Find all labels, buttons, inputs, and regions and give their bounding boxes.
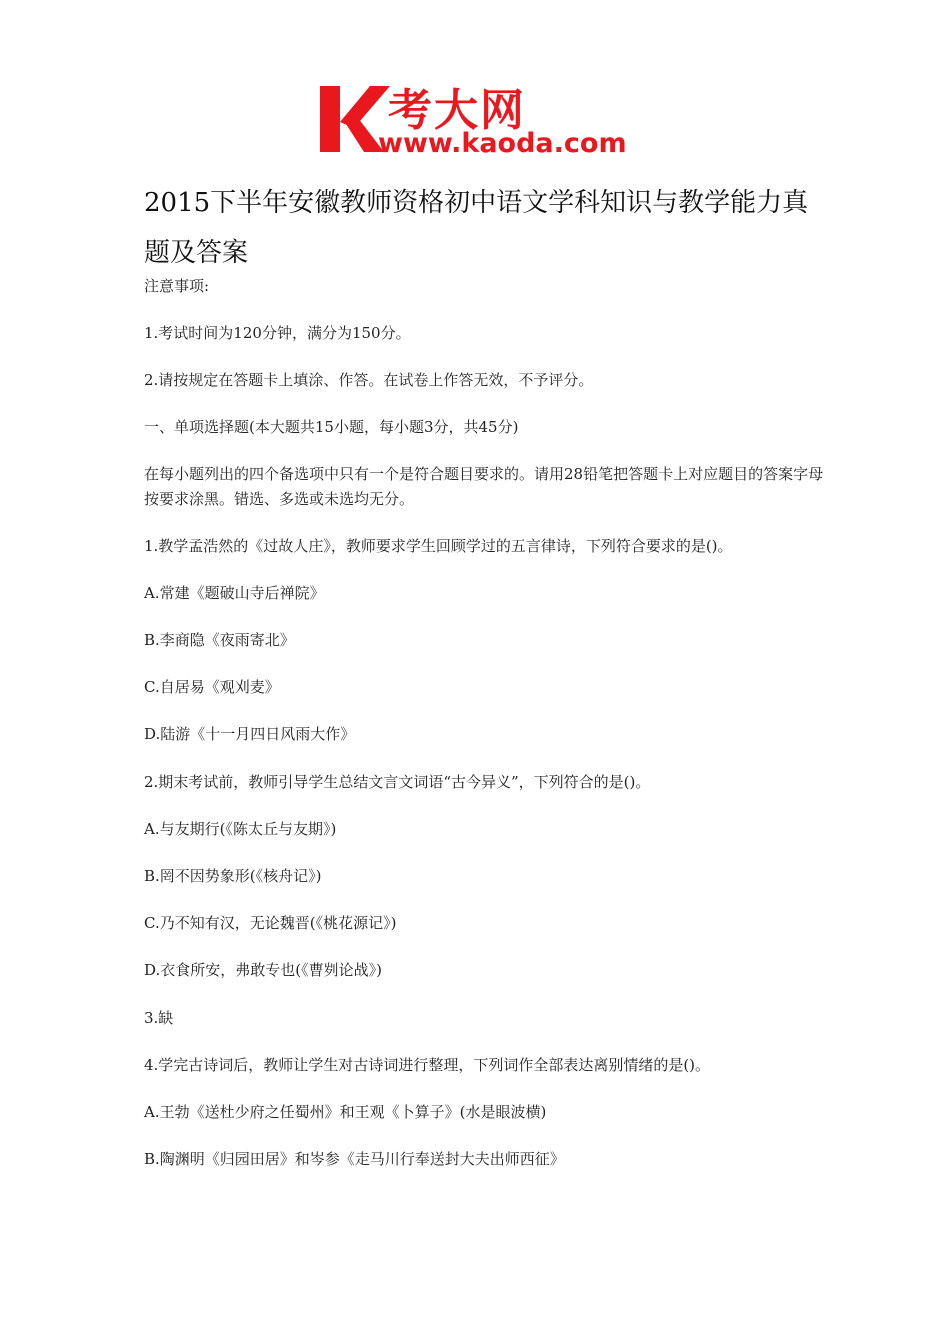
question-2-option-a: A.与友期行(《陈太丘与友期》) [144,820,337,838]
notice-heading: 注意事项: [144,277,210,295]
question-2-option-d: D.衣食所安，弗敢专也(《曹刿论战》) [144,961,382,979]
kaoda-logo [318,80,638,160]
question-1-option-c: C.自居易《观刈麦》 [144,678,280,696]
question-1-option-a: A.常建《题破山寺后禅院》 [144,584,325,602]
question-1-option-b: B.李商隐《夜雨寄北》 [144,631,295,649]
question-2-option-b: B.罔不因势象形(《核舟记》) [144,867,322,885]
section-heading: 一、单项选择题(本大题共15小题，每小题3分，共45分) [144,418,519,436]
notice-item-1: 1.考试时间为120分钟，满分为150分。 [144,324,411,342]
question-1-option-d: D.陆游《十一月四日风雨大作》 [144,725,356,743]
question-2: 2.期末考试前，教师引导学生总结文言文词语“古今异义”，下列符合的是()。 [144,773,651,791]
question-4-option-a: A.王勃《送杜少府之任蜀州》和王观《卜算子》(水是眼波横) [144,1103,547,1121]
question-1: 1.教学孟浩然的《过故人庄》，教师要求学生回顾学过的五言律诗，下列符合要求的是()。 [144,537,733,555]
document-title: 2015下半年安徽教师资格初中语文学科知识与教学能力真题及答案 [144,188,809,268]
logo-url-text: www.kaoda.com [378,128,627,159]
notice-item-2: 2.请按规定在答题卡上填涂、作答。在试卷上作答无效，不予评分。 [144,371,594,389]
question-3: 3.缺 [144,1009,174,1027]
section-instructions: 在每小题列出的四个备选项中只有一个是符合题目要求的。请用28铅笔把答题卡上对应题目的答案字母按要求涂黑。错选、多选或未选均无分。 [144,465,824,508]
question-4-option-b: B.陶渊明《归园田居》和岑参《走马川行奉送封大夫出师西征》 [144,1150,565,1168]
question-2-option-c: C.乃不知有汉，无论魏晋(《桃花源记》) [144,914,397,932]
question-4: 4.学完古诗词后，教师让学生对古诗词进行整理，下列词作全部表达离别情绪的是()。 [144,1056,711,1074]
logo-brand-text: 考大网 [388,85,526,136]
